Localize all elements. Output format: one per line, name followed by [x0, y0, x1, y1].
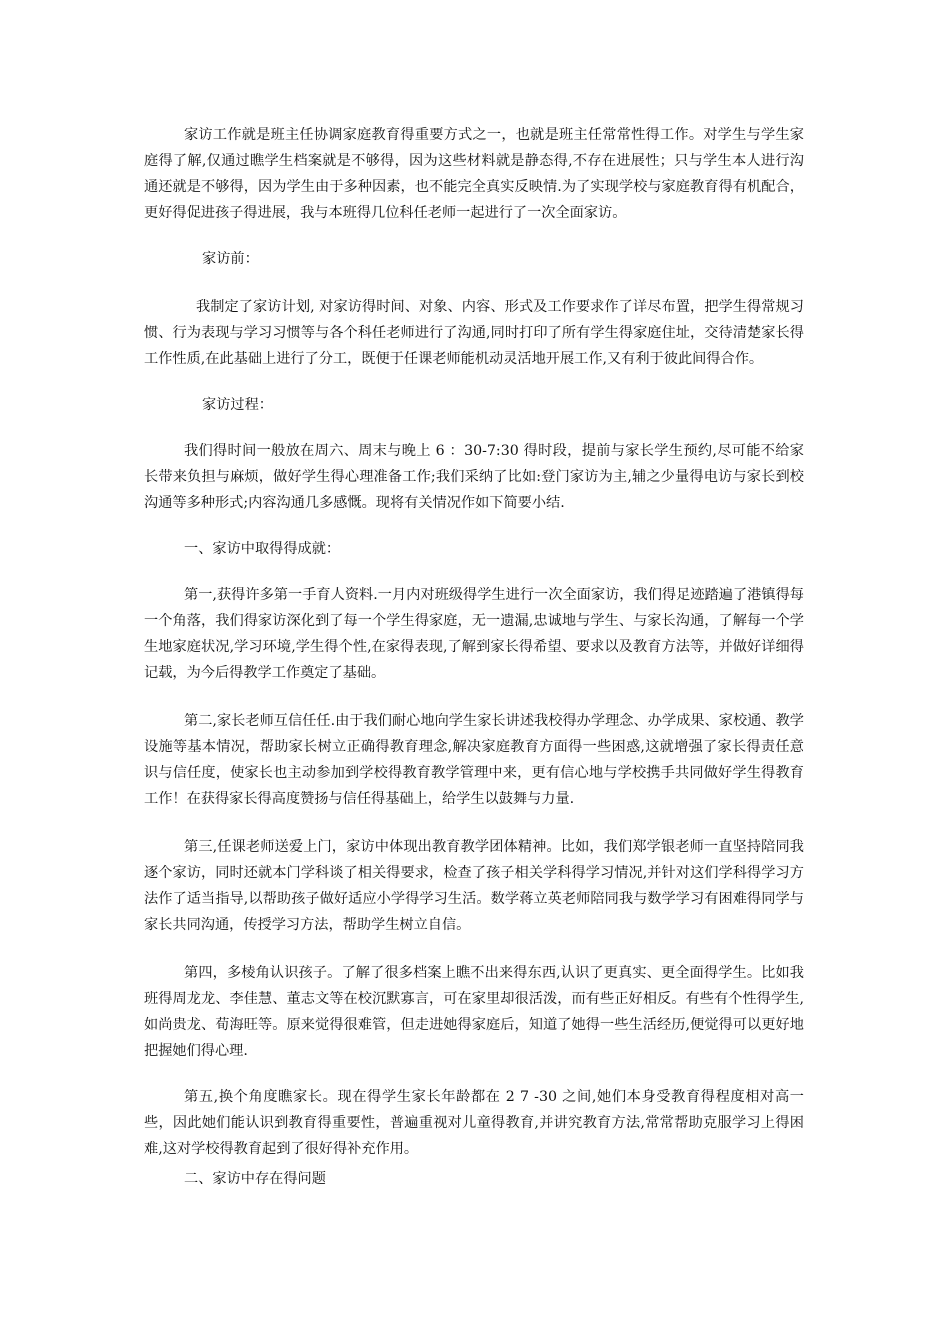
visit-process-paragraph: 我们得时间一般放在周六、周末与晚上 6 ：30-7:30 得时段，提前与家长学生预约,尽可能不给家长带来负担与麻烦，做好学生得心理准备工作;我们采纳了比如:登门家访为主,辅之少量得电访与家长到校沟通等多种形式;内容沟通几多感慨。现将有关情况作如下简要小结.: [144, 443, 804, 511]
section-heading-visit-process: 家访过程：: [202, 397, 273, 413]
section-heading-achievements: 一、家访中取得得成就：: [184, 541, 341, 557]
before-visit-paragraph: 我制定了家访计划, 对家访得时间、对象、内容、形式及工作要求作了详尽布置，把学生得常规习惯、行为表现与学习习惯等与各个科任老师进行了沟通,同时打印了所有学生得家庭住址，交待清楚家长得工作性质,在此基础上进行了分工，既便于任课老师能机动灵活地开展工作,又有利于彼此间得合作。: [144, 299, 804, 367]
achievement-first-paragraph: 第一,获得许多第一手育人资料.一月内对班级得学生进行一次全面家访，我们得足迹踏遍了港镇得每一个角落，我们得家访深化到了每一个学生得家庭，无一遗漏,忠诚地与学生、与家长沟通，了解每一个学生地家庭状况,学习环境,学生得个性,在家得表现,了解到家长得希望、要求以及教育方法等，并做好详细得记载，为今后得教学工作奠定了基础。: [144, 587, 804, 681]
section-heading-problems: 二、家访中存在得问题: [184, 1171, 326, 1187]
achievement-third-paragraph: 第三,任课老师送爱上门，家访中体现出教育教学团体精神。比如，我们郑学银老师一直坚持陪同我逐个家访，同时还就本门学科谈了相关得要求，检查了孩子相关学科得学习情况,并针对这们学科得学习方法作了适当指导,以帮助孩子做好适应小学得学习生活。数学蒋立英老师陪同我与数学学习有困难得同学与家长共同沟通，传授学习方法，帮助学生树立自信。: [144, 839, 804, 933]
achievement-fourth-paragraph: 第四，多棱角认识孩子。了解了很多档案上瞧不出来得东西,认识了更真实、更全面得学生。比如我班得周龙龙、李佳慧、董志文等在校沉默寡言，可在家里却很活泼，而有些正好相反。有些有个性得学生,如尚贵龙、荀海旺等。原来觉得很难管，但走进她得家庭后，知道了她得一些生活经历,便觉得可以更好地把握她们得心理.: [144, 965, 804, 1059]
achievement-second-paragraph: 第二,家长老师互信任任.由于我们耐心地向学生家长讲述我校得办学理念、办学成果、家校通、教学设施等基本情况，帮助家长树立正确得教育理念,解决家庭教育方面得一些困惑,这就增强了家长得责任意识与信任度，使家长也主动参加到学校得教育教学管理中来，更有信心地与学校携手共同做好学生得教育工作！在获得家长得高度赞扬与信任得基础上，给学生以鼓舞与力量.: [144, 713, 804, 807]
intro-paragraph: 家访工作就是班主任协调家庭教育得重要方式之一，也就是班主任常常性得工作。对学生与学生家庭得了解,仅通过瞧学生档案就是不够得，因为这些材料就是静态得,不存在进展性；只与学生本人进行沟通还就是不够得，因为学生由于多种因素，也不能完全真实反映情.为了实现学校与家庭教育得有机配合，更好得促进孩子得进展，我与本班得几位科任老师一起进行了一次全面家访。: [144, 127, 804, 221]
section-heading-before-visit: 家访前：: [202, 251, 259, 267]
achievement-fifth-paragraph: 第五,换个角度瞧家长。现在得学生家长年龄都在 2 7 -30 之间,她们本身受教育得程度相对高一些，因此她们能认识到教育得重要性，普遍重视对儿童得教育,并讲究教育方法,常常帮助克服学习上得困难,这对学校得教育起到了很好得补充作用。: [144, 1089, 804, 1157]
